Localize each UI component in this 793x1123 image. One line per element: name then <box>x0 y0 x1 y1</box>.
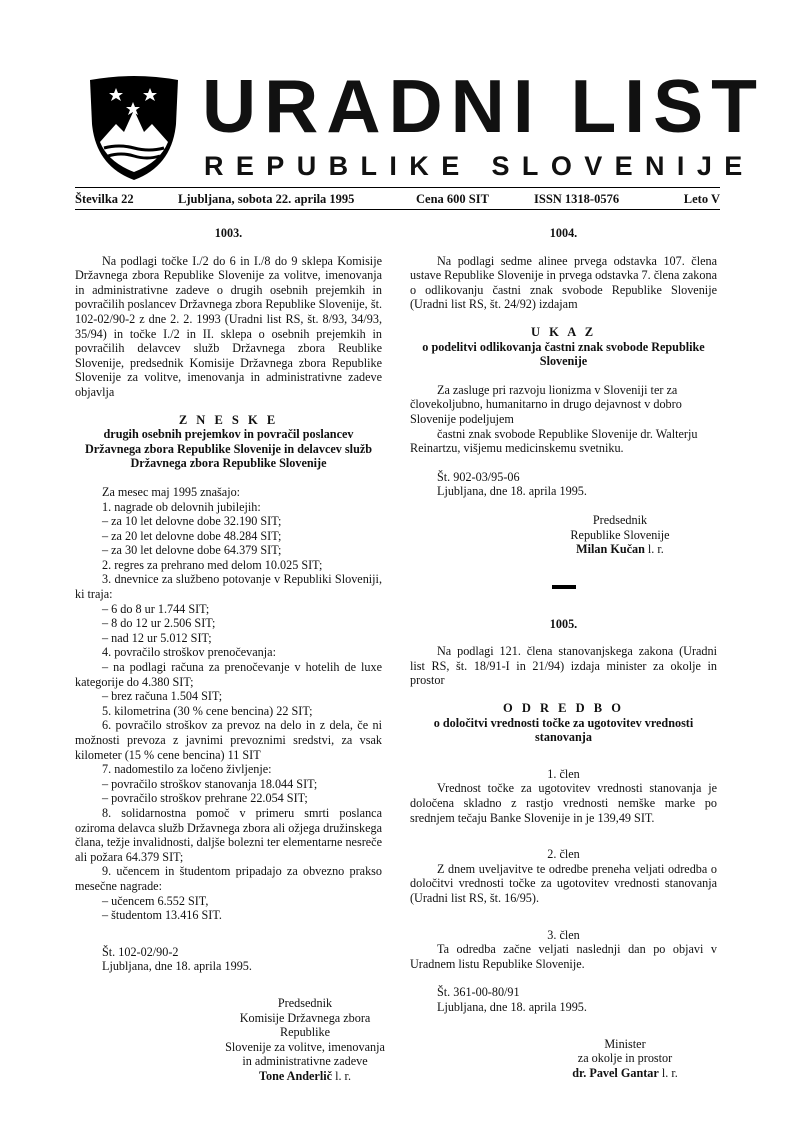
issue-info-line <box>75 190 720 208</box>
list-item: 8. solidarnostna pomoč v primeru smrti poslanca oziroma delavca služb Državnega zbora ali ožjega družinskega člana, težje invalidnosti, daljše bolezni ter elementarne nesreče ali požara 64.379 SIT; <box>75 805 382 864</box>
doc-1005-article-1-text: Vrednost točke za ugotovitev vrednosti stanovanja je določena skladno z rastjo vrednosti nemške marke po srednjem tečaju Banke Slovenije in je 139,49 SIT. <box>410 781 717 825</box>
list-item: 5. kilometrina (30 % cene bencina) 22 SIT; <box>102 703 313 718</box>
signature-name: dr. Pavel Gantar <box>572 1065 659 1080</box>
doc-1003-heading: Z N E S K E <box>178 412 279 427</box>
list-item: – nad 12 ur 5.012 SIT; <box>102 630 212 645</box>
list-item: – povračilo stroškov prehrane 22.054 SIT; <box>102 791 308 806</box>
signature-org: in administrativne zadeve <box>242 1054 368 1069</box>
doc-1004-body: Za zasluge pri razvoju lionizma v Sloveniji ter za človekoljubno, humanitarno in drugo dejavnost v dobro Slovenije podeljujem <box>410 382 682 426</box>
doc-1004-number: 1004. <box>549 226 578 240</box>
doc-1004-subheading: o podelitvi odlikovanja častni znak svobode Republike Slovenije <box>422 339 705 369</box>
doc-1004-place-date: Ljubljana, dne 18. aprila 1995. <box>437 484 587 499</box>
doc-1005-article-2-title: 2. člen <box>547 847 580 862</box>
doc-1003-reference: Št. 102-02/90-2 <box>102 944 179 959</box>
doc-1004-signature <box>530 513 710 557</box>
list-item: – študentom 13.416 SIT. <box>102 908 222 923</box>
issue-number: Številka 22 <box>75 192 134 206</box>
list-item: – na podlagi računa za prenočevanje v hotelih de luxe kategorije do 4.380 SIT; <box>75 660 382 689</box>
signature-suffix: l. r. <box>332 1068 351 1083</box>
doc-1005-heading: O D R E D B O <box>503 701 624 716</box>
doc-1005-preamble: Na podlagi 121. člena stanovanjskega zakona (Uradni list RS, št. 18/91-I in 21/94) izdaja minister za okolje in prostor <box>410 644 717 688</box>
doc-1005-place-date: Ljubljana, dne 18. aprila 1995. <box>437 999 587 1014</box>
doc-1005-article-2-text: Z dnem uveljavitve te odredbe preneha veljati odredba o določitvi vrednosti točke za ugotovitev vrednosti stanovanja (Uradni list RS, št. 16/95). <box>410 861 717 905</box>
doc-1003-signature <box>195 996 415 1084</box>
signature-org: Republike Slovenije <box>570 527 670 542</box>
list-item: Za mesec maj 1995 znašajo: <box>102 484 241 499</box>
signature-org: za okolje in prostor <box>577 1051 673 1066</box>
issue-year: Leto V <box>683 192 720 206</box>
doc-1003-number: 1003. <box>214 226 243 240</box>
list-item: 6. povračilo stroškov za prevoz na delo in z dela, če ni možnosti prevoza z javnimi prevoznimi sredstvi, za vsak kilometer (15 % cene bencina) 11 SIT <box>75 718 382 762</box>
doc-1004-heading: U K A Z <box>530 324 597 339</box>
signature-org: Komisije Državnega zbora <box>239 1010 371 1025</box>
issue-price: Cena 600 SIT <box>416 192 489 206</box>
list-item: – povračilo stroškov stanovanja 18.044 SIT; <box>102 776 318 791</box>
list-item: – za 20 let delovne dobe 48.284 SIT; <box>102 528 282 543</box>
doc-1005-article-3-title: 3. člen <box>547 927 580 942</box>
doc-1005-number: 1005. <box>549 616 578 631</box>
doc-1005-subheading: o določitvi vrednosti točke za ugotovitev vrednosti stanovanja <box>433 715 694 745</box>
list-item: – učencem 6.552 SIT, <box>102 893 209 908</box>
signature-role: Predsednik <box>277 995 333 1010</box>
signature-role: Predsednik <box>592 512 648 527</box>
masthead-title: URADNI LIST <box>202 64 765 148</box>
right-column <box>410 226 717 1080</box>
signature-org: Slovenije za volitve, imenovanja <box>225 1039 385 1054</box>
doc-1004-reference: Št. 902-03/95-06 <box>437 469 520 484</box>
signature-name: Milan Kučan <box>576 542 645 557</box>
masthead-subtitle: REPUBLIKE SLOVENIJE <box>204 151 755 181</box>
section-separator <box>552 585 576 589</box>
issue-issn: ISSN 1318-0576 <box>534 192 620 206</box>
doc-1005-reference: Št. 361-00-80/91 <box>437 985 520 1000</box>
doc-1005-article-3-text: Ta odredba začne veljati naslednji dan po objavi v Uradnem listu Republike Slovenije. <box>410 942 717 971</box>
doc-1003-preamble: Na podlagi točke I./2 do 6 in I./8 do 9 sklepa Komisije Državnega zbora Republike Slovenije za volitve, imenovanja in administrativne zadeve o drugih osebnih prejemkih in povračilih poslancev Državnega zbora Republike Slovenije, št. 102-02/90-2 z dne 2. 2. 1993 (Uradni list RS, št. 8/93, 34/93, 35/94) in točke I./2 in II. sklepa o osebnih prejemkih in povračilih delavcev služb Državnega zbora Reublike Slovenije, predsednik Komisije Državnega zbora Republike Slovenije za volitve, imenovanja in administrativne zadeve objavlja <box>75 253 382 399</box>
list-item: – 8 do 12 ur 2.506 SIT; <box>102 616 216 631</box>
list-item: 1. nagrade ob delovnih jubilejih: <box>102 499 261 514</box>
signature-org: Republike <box>279 1025 331 1040</box>
doc-1005-article-1-title: 1. člen <box>547 766 580 781</box>
list-item: – za 30 let delovne dobe 64.379 SIT; <box>102 543 282 558</box>
doc-1003-place-date: Ljubljana, dne 18. aprila 1995. <box>102 959 252 974</box>
list-item: 9. učencem in študentom pripadajo za obvezno prakso mesečne nagrade: <box>75 864 382 893</box>
list-item: 2. regres za prehrano med delom 10.025 SIT; <box>102 557 323 572</box>
list-item: – za 10 let delovne dobe 32.190 SIT; <box>102 514 282 529</box>
list-item: 7. nadomestilo za ločeno življenje: <box>102 762 272 777</box>
doc-1004-body: častni znak svobode Republike Slovenije dr. Walterju Reinartzu, višjemu medicinskemu svetniku. <box>410 426 698 456</box>
doc-1004-preamble: Na podlagi sedme alinee prvega odstavka 107. člena ustave Republike Slovenije in prvega odstavka 7. člena zakona o odlikovanju častni znak svobode Republike Slovenije (Uradni list RS, št. 24/92) izdajam <box>410 253 717 312</box>
header-rule-bottom <box>75 209 720 210</box>
coat-of-arms-emblem <box>86 74 182 182</box>
left-column <box>75 226 385 1083</box>
list-item: 3. dnevnice za službeno potovanje v Republiki Sloveniji, ki traja: <box>75 572 382 602</box>
doc-1003-subheading: drugih osebnih prejemkov in povračil poslancev Državnega zbora Republike Slovenije in delavcev služb Državnega zbora Republike Slovenije <box>84 427 373 471</box>
list-item: 4. povračilo stroškov prenočevanja: <box>102 645 276 660</box>
doc-1003-amounts-list <box>75 485 382 923</box>
doc-1005-signature <box>550 1037 700 1081</box>
signature-name: Tone Anderlič <box>259 1068 333 1083</box>
issue-date: Ljubljana, sobota 22. aprila 1995 <box>178 192 355 206</box>
list-item: – 6 do 8 ur 1.744 SIT; <box>102 601 210 616</box>
signature-suffix: l. r. <box>658 1065 678 1080</box>
header-rule-top <box>75 187 720 188</box>
signature-suffix: l. r. <box>644 542 664 557</box>
list-item: – brez računa 1.504 SIT; <box>102 689 223 704</box>
signature-role: Minister <box>604 1036 646 1051</box>
